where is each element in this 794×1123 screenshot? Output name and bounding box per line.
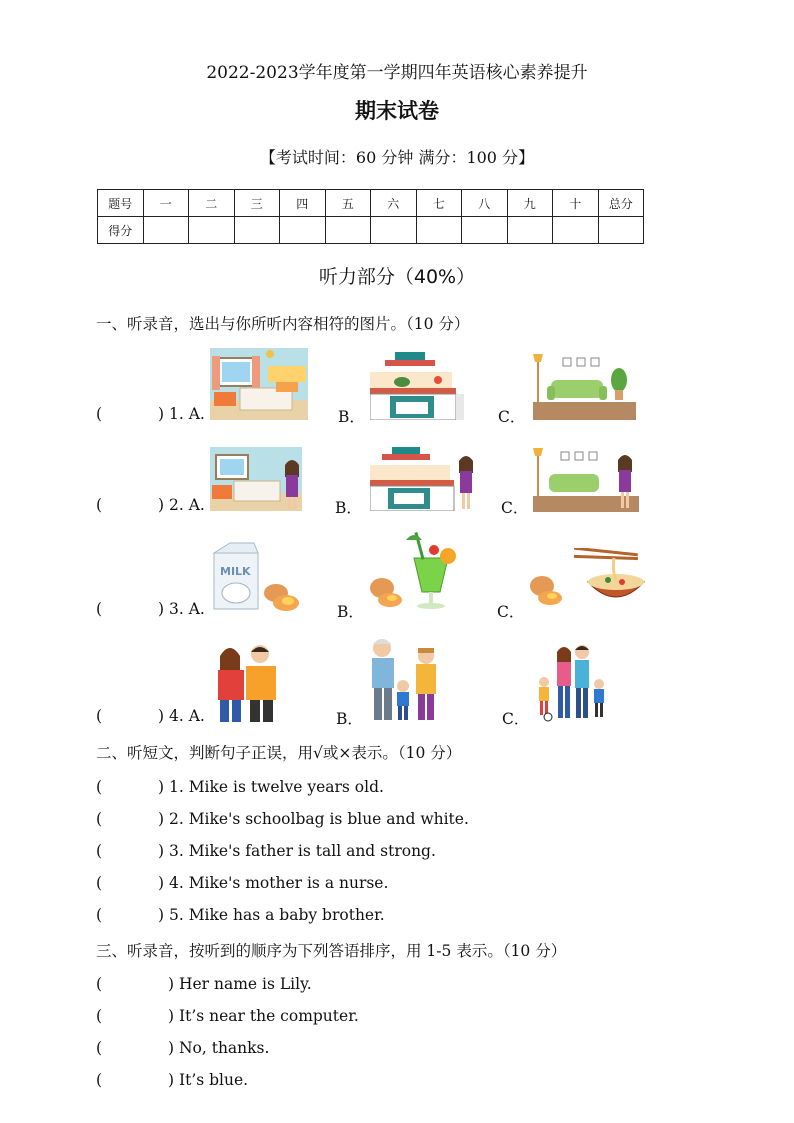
option-b-label: B． [337,603,364,621]
section2-item: ( ) 3. Mike's father is tall and strong. [96,842,436,860]
question-1: ( ) 1. A. [96,405,205,423]
score-cell: 十 [553,190,599,217]
score-table [97,189,644,244]
score-label: 得分 [98,217,144,244]
score-blank[interactable] [598,217,644,244]
kitchen-picture[interactable] [370,352,464,420]
score-cell: 三 [234,190,280,217]
score-cell: 题号 [98,190,144,217]
eggs-and-juice-picture[interactable] [366,530,464,612]
score-blank[interactable] [553,217,599,244]
family-picture[interactable] [534,642,608,722]
score-cell: 七 [416,190,462,217]
score-table-score-row [98,217,644,244]
milk-and-eggs-picture[interactable] [210,541,304,613]
option-c-label: C． [502,710,530,728]
living-room-with-girl-picture[interactable] [533,442,639,512]
option-b-label: B． [338,408,365,426]
score-cell: 二 [189,190,235,217]
score-blank[interactable] [371,217,417,244]
section1-heading: 一、听录音，选出与你所听内容相符的图片。（10 分） [96,315,470,333]
bedroom-picture[interactable] [210,348,308,420]
living-room-picture[interactable] [533,350,636,420]
option-b-label: B． [336,710,363,728]
score-cell: 总分 [598,190,644,217]
section2-item: ( ) 1. Mike is twelve years old. [96,778,384,796]
score-cell: 九 [507,190,553,217]
section2-heading: 二、听短文，判断句子正误，用√或×表示。（10 分） [96,744,462,762]
exam-info: 【考试时间：60 分钟 满分：100 分】 [259,148,535,167]
score-blank[interactable] [234,217,280,244]
score-blank[interactable] [325,217,371,244]
question-4: ( ) 4. A. [96,707,205,725]
section2-item: ( ) 5. Mike has a baby brother. [96,906,385,924]
score-cell: 一 [143,190,189,217]
score-cell: 六 [371,190,417,217]
score-cell: 八 [462,190,508,217]
section3-item: ( ) It’s blue. [96,1071,249,1089]
option-c-label: C． [497,603,525,621]
section3-item: ( ) It’s near the computer. [96,1007,359,1025]
question-2: ( ) 2. A. [96,496,205,514]
score-blank[interactable] [143,217,189,244]
bedroom-with-girl-picture[interactable] [210,447,302,511]
score-blank[interactable] [189,217,235,244]
listening-section-title: 听力部分（40%） [318,266,476,288]
option-c-label: C． [501,499,529,517]
couple-picture[interactable] [208,640,284,722]
section2-item: ( ) 4. Mike's mother is a nurse. [96,874,389,892]
question-3: ( ) 3. A. [96,600,205,618]
option-b-label: B． [335,499,362,517]
option-c-label: C． [498,408,526,426]
score-cell: 四 [280,190,326,217]
score-blank[interactable] [416,217,462,244]
exam-subtitle: 期末试卷 [355,98,439,123]
exam-title: 2022-2023学年度第一学期四年英语核心素养提升 [206,63,588,83]
milk-carton-text: MILK [220,565,251,578]
grandparents-and-child-picture[interactable] [366,634,442,722]
section2-item: ( ) 2. Mike's schoolbag is blue and white. [96,810,469,828]
score-blank[interactable] [280,217,326,244]
section3-item: ( ) No, thanks. [96,1039,270,1057]
section3-item: ( ) Her name is Lily. [96,975,312,993]
eggs-and-noodles-picture[interactable] [528,548,646,612]
score-blank[interactable] [462,217,508,244]
score-table-header-row [98,190,644,217]
section3-heading: 三、听录音，按听到的顺序为下列答语排序，用 1-5 表示。（10 分） [96,942,567,960]
score-cell: 五 [325,190,371,217]
kitchen-with-girl-picture[interactable] [370,447,478,511]
score-blank[interactable] [507,217,553,244]
